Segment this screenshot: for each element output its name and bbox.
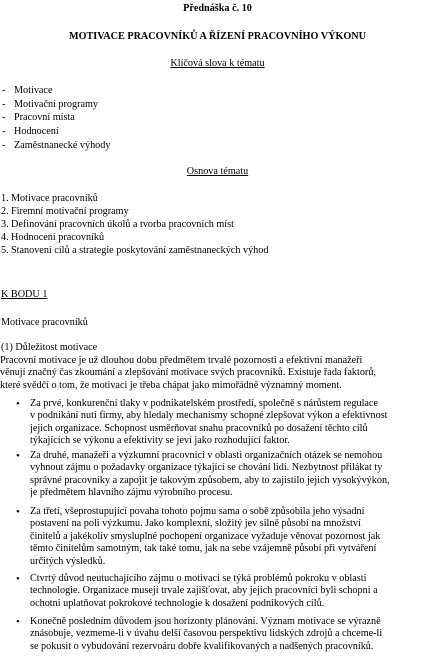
keyword-item: - Hodnocení xyxy=(2,126,59,138)
document-title: MOTIVACE PRACOVNÍKŮ A ŘÍZENÍ PRACOVNÍHO VÝKONU xyxy=(68,31,367,42)
section-subheading: Motivace pracovníků xyxy=(1,317,88,328)
keyword-item: - Pracovní místa xyxy=(2,112,75,124)
point-heading: (1) Důležitost motivace xyxy=(1,342,98,353)
dash-marker: - xyxy=(2,139,6,151)
bullet-icon: • xyxy=(16,616,20,628)
bullet-icon: • xyxy=(16,573,20,585)
lecture-number: Přednáška č. 10 xyxy=(183,3,252,14)
outline-item: 1. Motivace pracovníků xyxy=(1,193,98,204)
intro-paragraph: Pracovní motivace je už dlouhou dobu předmětem trvalé pozornosti a efektivní manažeři věnují značný čas zkoumání a zlepšování motivace svých pracovníků. Existuje řada faktorů, které svědčí o tom, že motivaci je třeba chápat jako mimořádně významný moment. xyxy=(0,355,376,391)
bullet-icon: • xyxy=(16,450,20,462)
section-heading: K BODU 1 xyxy=(1,289,48,300)
outline-item: 4. Hodnocení pracovníků xyxy=(1,232,105,244)
dash-marker: - xyxy=(2,112,6,124)
dash-marker: - xyxy=(2,126,6,138)
outline-heading: Osnova tématu xyxy=(186,166,249,177)
bullet-icon: • xyxy=(16,398,20,410)
keywords-heading: Klíčová slova k tématu xyxy=(170,58,265,69)
dash-marker: - xyxy=(2,85,6,96)
outline-list xyxy=(1,193,268,258)
document-page: Přednáška č. 10 MOTIVACE PRACOVNÍKŮ A ŘÍZENÍ PRACOVNÍHO VÝKONU Klíčová slova k tématu - Motivace - Motivační programy - Pracovní místa - Hodnocení - Zaměstnanecké výhody Osnova tématu 1. Motivace pracovníků 2. Firemní motivační programy 3. Definování pracovních úkolů a tvorba pracovních míst 4. Hodnocení pracovníků 5. Stanovení cílů a strategie poskytování zaměstnaneckých výhod K BODU 1 Motivace pracovníků (1) Důležitost motivace Pracovní motivace je už dlouhou dobu předmětem trvalé pozornosti a efektivní manažeři věnují značný čas zkoumání a zlepšování motivace svých pracovníků. Existuje řada faktorů, které svědčí o tom, že motivaci je třeba chápat jako mimořádně významný moment. • Za prvé, konkurenční tlaky v podnikatelském prostředí, společně s nárůstem regulace v podnikání nutí firmy, aby hledaly mechanismy schopné zlepšovat výkon a efektivnost jejich organizace. Schopnost usměrňovat snahu pracovníků po dosažení těchto cílů týkajících se výkonu a efektivity se jeví jako rozhodující faktor. • Za druhé, manažeři a výzkumní pracovníci v oblasti organizačních otázek se nemohou vyhnout zájmu o požadavky organizace týkající se chování lidí. Nezbytnost přilákat ty správné pracovníky a zapojit je takovým způsobem, aby to zajistilo jejich vysokývýkon, je předmětem hlavního zájmu výrobního procesu. • Za třetí, všeprostupující povaha tohoto pojmu sama o sobě způsobila jeho výsadní postavení na poli výzkumu. Jako komplexní, složitý jev silně působí na množství činitelů a jakékoliv smysluplné pochopení organizace vyžaduje věnovat pozornost jak těmto činitelům samotným, tak také tomu, jak na sebe vzájemně působí při vytváření určitých výsledků. • Čtvrtý důvod neutuchajícího zájmu o motivaci se týká problémů pokroku v oblasti technologie. Organizace musejí trvale zajišťovat, aby jejich pracovníci byli schopni a ochotni uplatňovat pokrokové technologie k dosažení podnikových cílů. • Konečně posledním důvodem jsou horizonty plánování. Význam motivace se výrazně znásobuje, vezmeme-li v úvahu delší časovou perspektivu lidských zdrojů a chceme-li se pokusit o vybudování rezervoáru dobře kvalifikovaných a nadšených pracovníků. xyxy=(0,0,435,662)
bullet-icon: • xyxy=(16,506,20,518)
keyword-item: - Zaměstnanecké výhody xyxy=(2,139,111,151)
keywords-list xyxy=(2,85,110,153)
keyword-item: - Motivační programy xyxy=(2,98,99,110)
outline-item: 2. Firemní motivační programy xyxy=(1,206,129,218)
outline-item: 5. Stanovení cílů a strategie poskytování zaměstnaneckých výhod xyxy=(1,245,269,257)
keyword-item: - Motivace xyxy=(2,85,53,96)
outline-item: 3. Definování pracovních úkolů a tvorba pracovních míst xyxy=(1,219,234,231)
dash-marker: - xyxy=(2,98,6,110)
